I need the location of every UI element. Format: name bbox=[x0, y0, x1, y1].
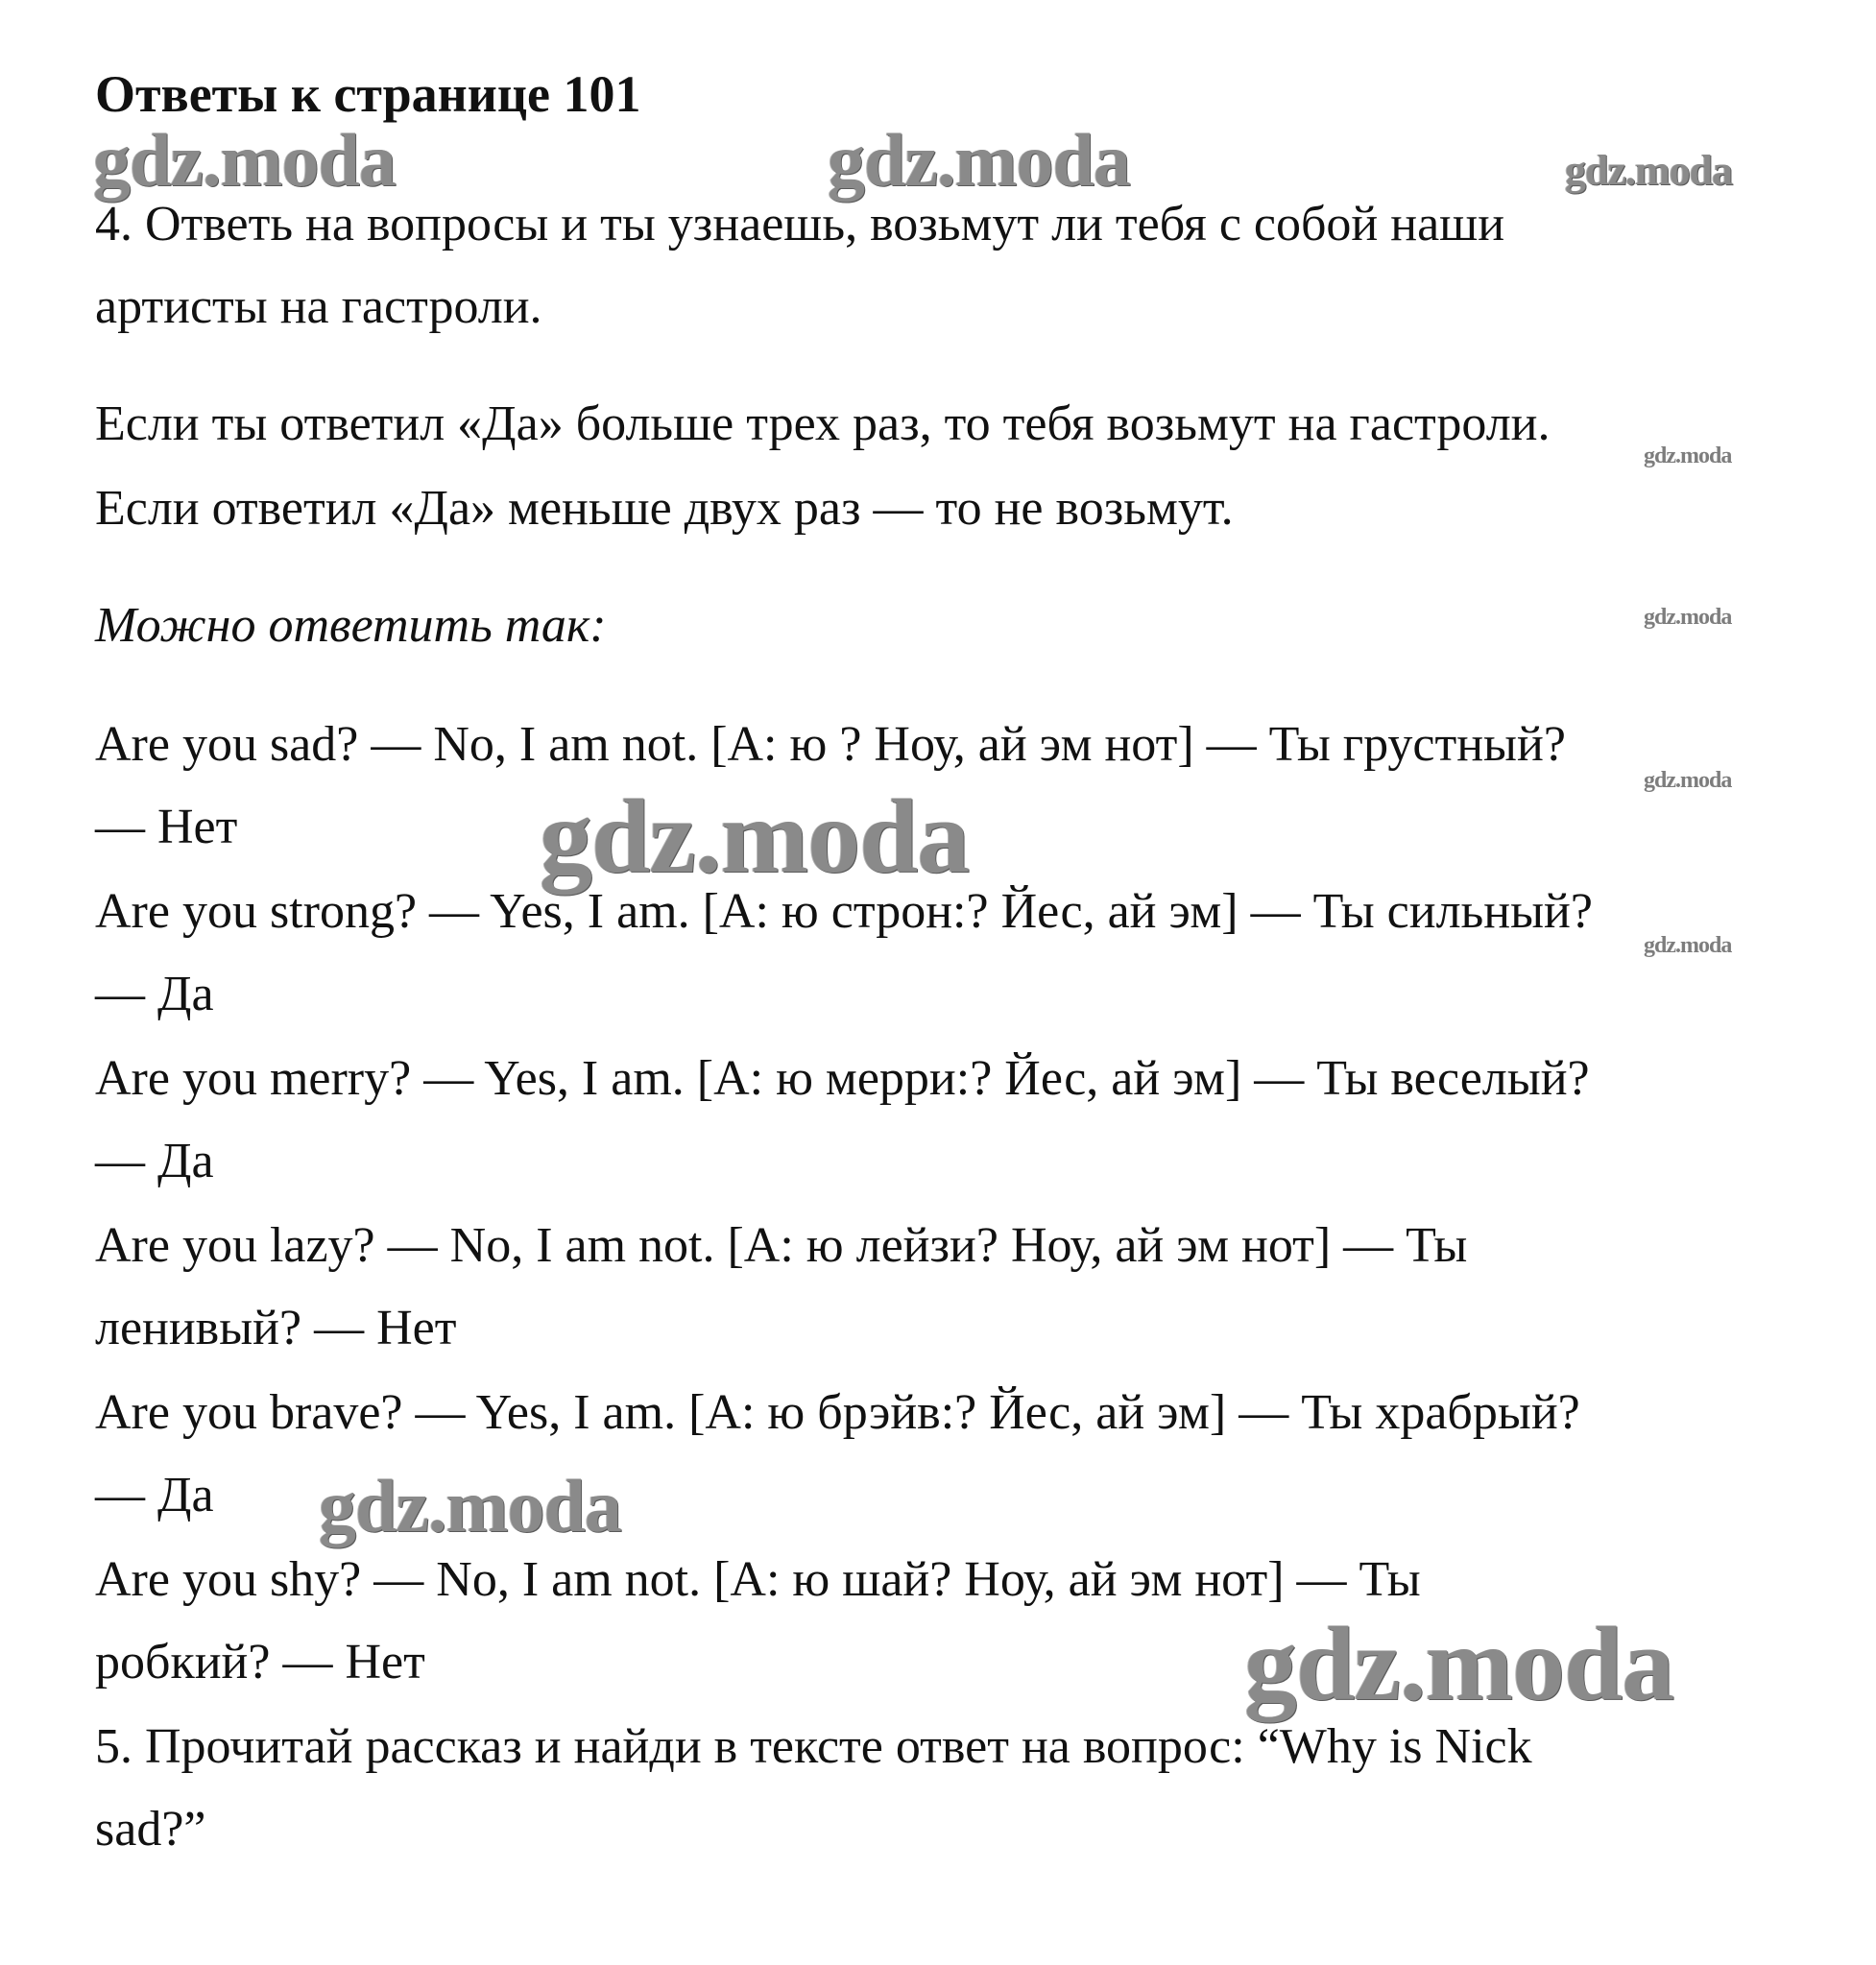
watermark: gdz.moda bbox=[1644, 933, 1732, 958]
answer-line: — Нет bbox=[95, 800, 238, 854]
task-4-text: артисты на гастроли. bbox=[95, 279, 542, 334]
answer-line: робкий? — Нет bbox=[95, 1635, 425, 1689]
answer-line: — Да bbox=[95, 1468, 214, 1522]
answer-line: Are you brave? — Yes, I am. [А: ю брэйв:? Йес, ай эм] — Ты храбрый? bbox=[95, 1385, 1580, 1440]
watermark: gdz.moda bbox=[1644, 443, 1732, 468]
watermark: gdz.moda bbox=[828, 118, 1130, 202]
watermark: gdz.moda bbox=[1244, 1605, 1674, 1722]
task-4-text: 4. Ответь на вопросы и ты узнаешь, возьмут ли тебя с собой наши bbox=[95, 197, 1505, 252]
answer-line: Are you strong? — Yes, I am. [А: ю строн:? Йес, ай эм] — Ты сильный? bbox=[95, 884, 1593, 939]
answer-line: Are you sad? — No, I am not. [А: ю ? Ноу, ай эм нот] — Ты грустный? bbox=[95, 717, 1566, 772]
answer-line: Are you shy? — No, I am not. [А: ю шай? Ноу, ай эм нот] — Ты bbox=[95, 1552, 1421, 1607]
answer-line: — Да bbox=[95, 967, 214, 1021]
watermark: gdz.moda bbox=[1644, 605, 1732, 630]
task-5-text: 5. Прочитай рассказ и найди в тексте ответ на вопрос: “Why is Nick bbox=[95, 1719, 1532, 1774]
task-5-text: sad?” bbox=[95, 1802, 206, 1857]
watermark: gdz.moda bbox=[540, 778, 970, 895]
rule-text: Если ты ответил «Да» больше трех раз, то тебя возьмут на гастроли. bbox=[95, 396, 1551, 451]
answer-line: — Да bbox=[95, 1134, 214, 1188]
page-title: Ответы к странице 101 bbox=[95, 65, 641, 123]
watermark: gdz.moda bbox=[93, 118, 396, 202]
watermark: gdz.moda bbox=[1644, 768, 1732, 793]
rule-text: Если ответил «Да» меньше двух раз — то не возьмут. bbox=[95, 481, 1234, 536]
answer-line: Are you merry? — Yes, I am. [А: ю мерри:? Йес, ай эм] — Ты веселый? bbox=[95, 1051, 1590, 1106]
answer-hint: Можно ответить так: bbox=[95, 598, 607, 653]
watermark: gdz.moda bbox=[1565, 147, 1733, 194]
watermark: gdz.moda bbox=[319, 1464, 621, 1547]
answer-line: Are you lazy? — No, I am not. [А: ю лейзи? Ноу, ай эм нот] — Ты bbox=[95, 1218, 1468, 1273]
answer-line: ленивый? — Нет bbox=[95, 1301, 457, 1355]
